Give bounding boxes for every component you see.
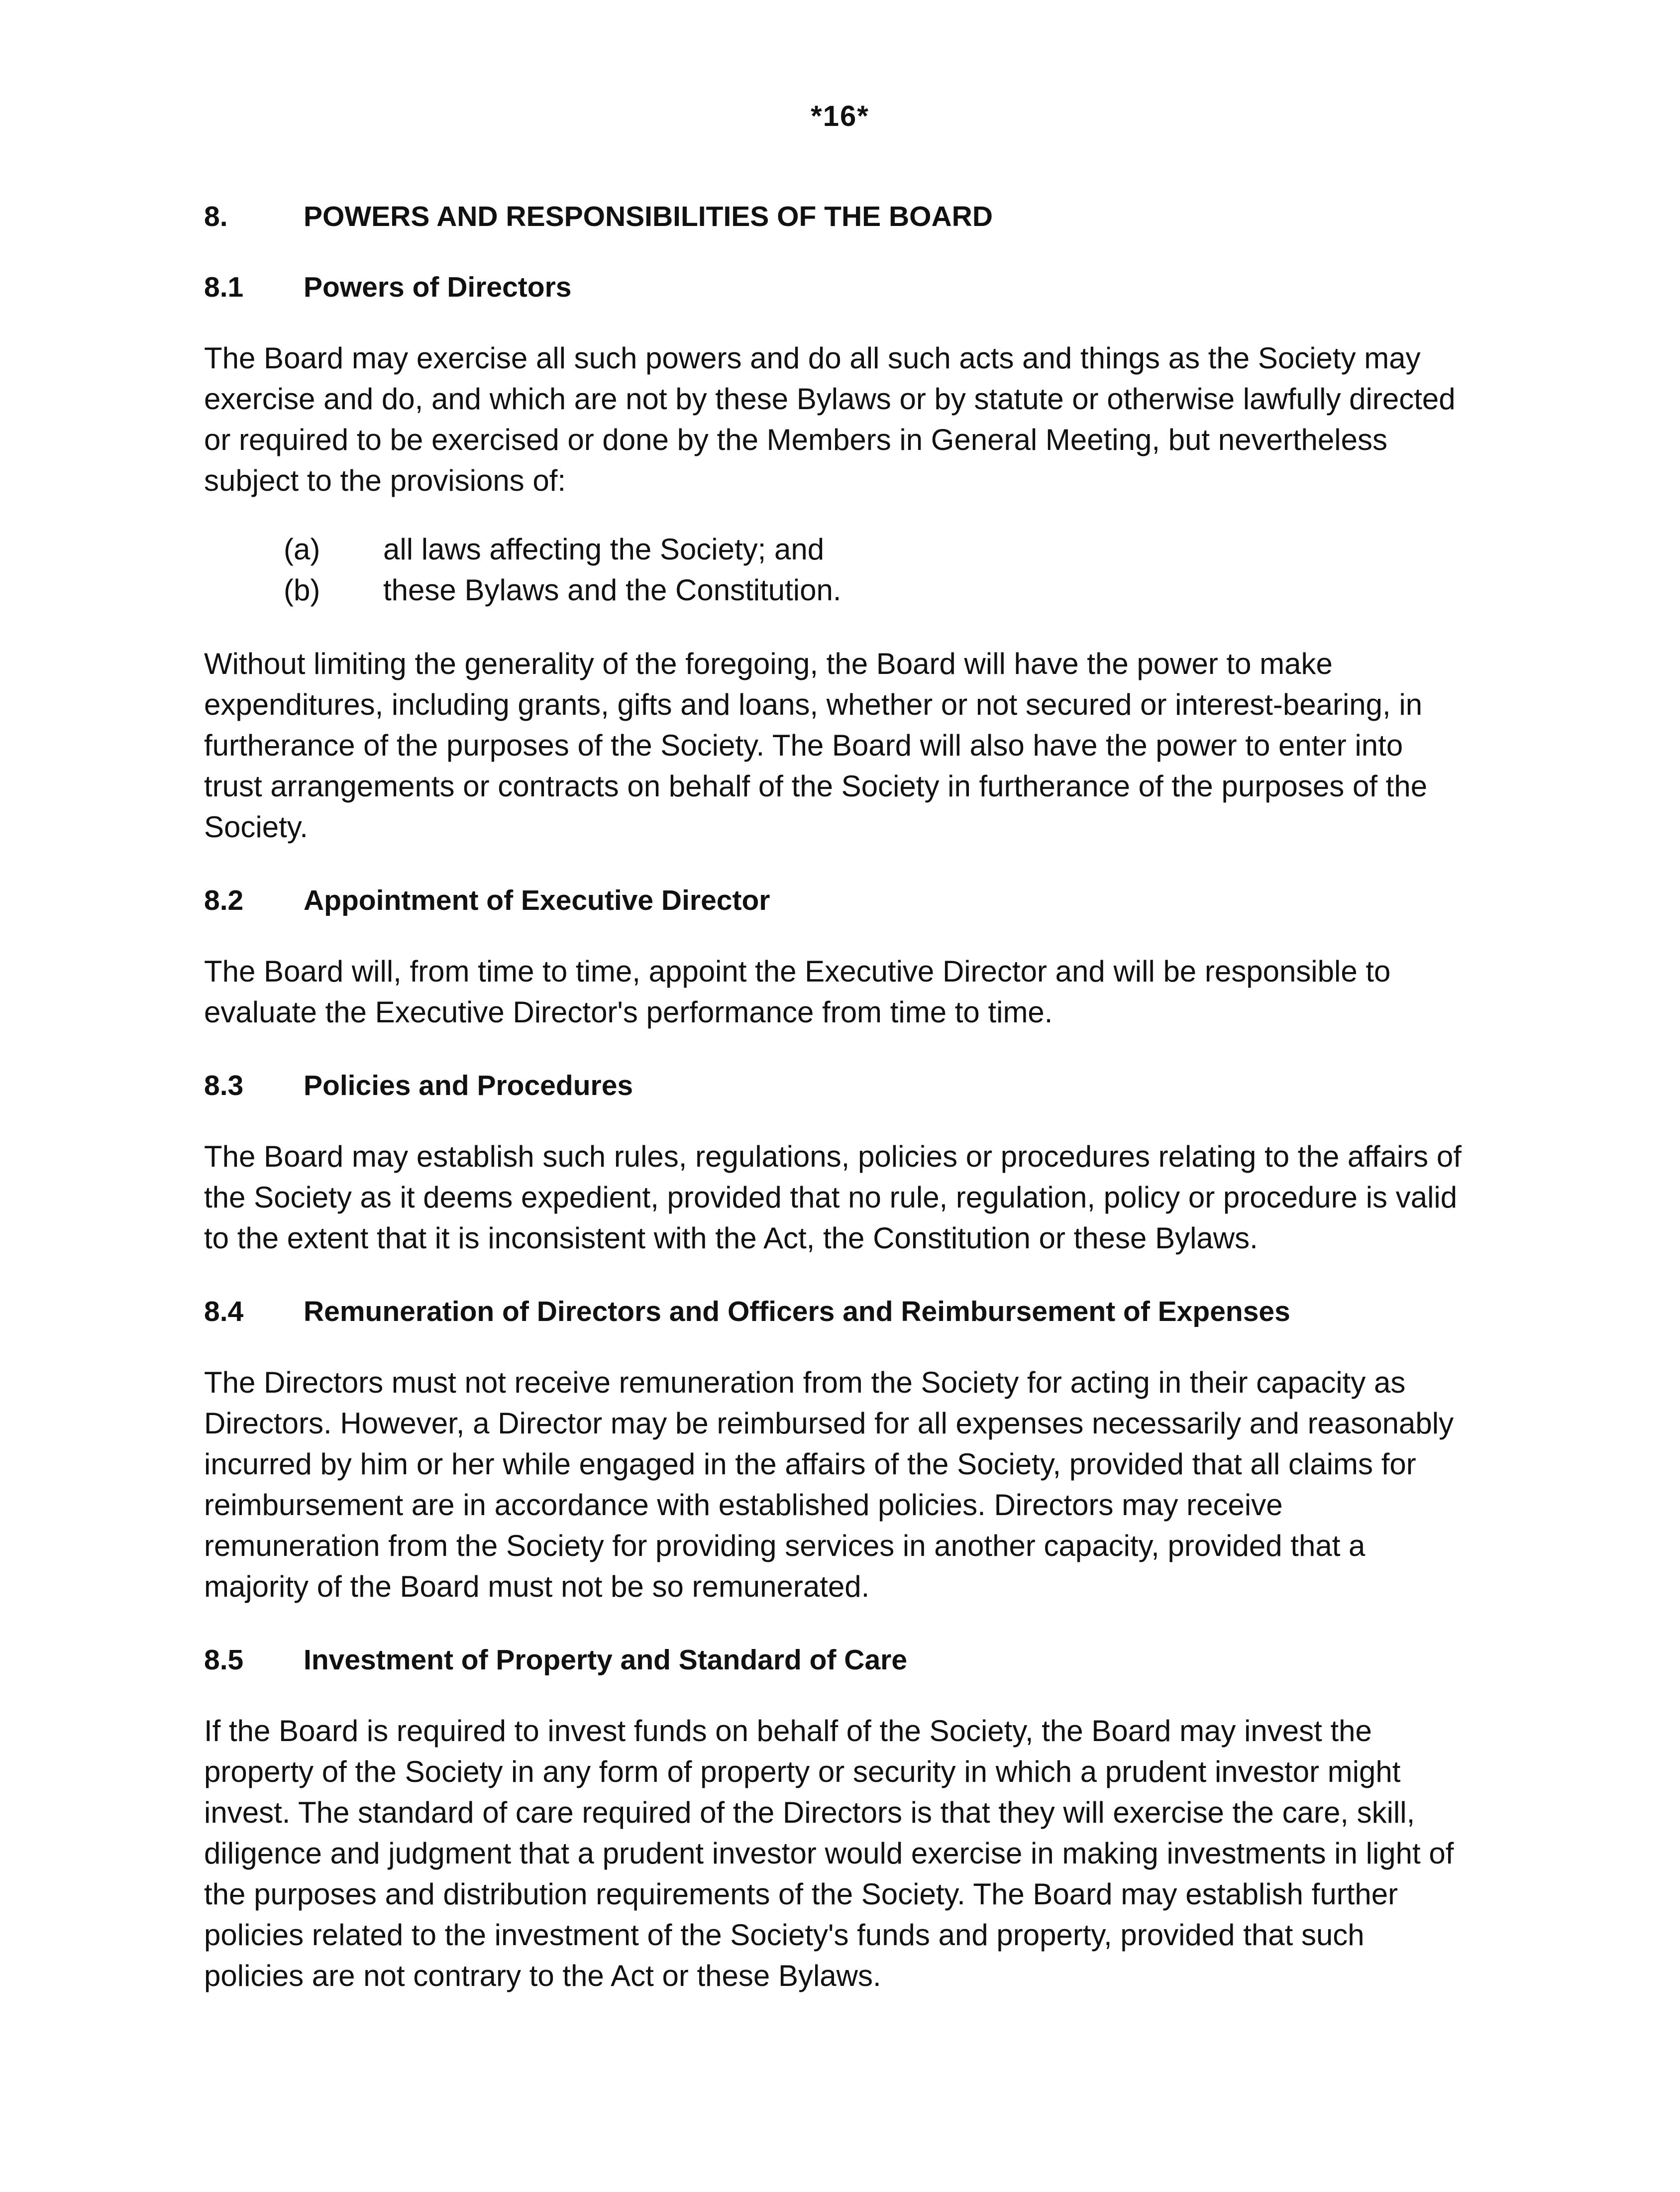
section-title: Appointment of Executive Director [304, 884, 770, 916]
provisions-list [284, 529, 1498, 611]
list-text: all laws affecting the Society; and [383, 533, 825, 566]
section-heading-8-1 [204, 267, 1498, 307]
list-text: these Bylaws and the Constitution. [383, 573, 841, 607]
section-heading-8 [204, 197, 1498, 236]
section-title: POWERS AND RESPONSIBILITIES OF THE BOARD [304, 201, 993, 232]
section-heading-8-2 [204, 880, 1498, 920]
paragraph-8-1-intro: The Board may exercise all such powers and do all such acts and things as the Society may exercise and do, and which are not by these Bylaws or by statute or otherwise lawfully directed or required to be exercised or done by the Members in General Meeting, but nevertheless subject to the provisions of: [204, 341, 1456, 497]
section-heading-8-3 [204, 1066, 1498, 1105]
section-heading-8-4 [204, 1292, 1498, 1331]
section-title: Investment of Property and Standard of Care [304, 1644, 908, 1676]
paragraph-8-4: The Directors must not receive remuneration from the Society for acting in their capacity as Directors. However, a Director may be reimbursed for all expenses necessarily and reasonably incurred by him or her while engaged in the affairs of the Society, provided that all claims for reimbursement are in accordance with established policies. Directors may receive remuneration from the Society for providing services in another capacity, provided that a majority of the Board must not be so remunerated. [204, 1366, 1454, 1603]
paragraph-8-1-powers: Without limiting the generality of the foregoing, the Board will have the power to make expenditures, including grants, gifts and loans, whether or not secured or interest-bearing, in furtherance of the purposes of the Society. The Board will also have the power to enter into trust arrangements or contracts on behalf of the Society in furtherance of the purposes of the Society. [204, 647, 1428, 844]
section-number: 8.3 [204, 1070, 244, 1101]
paragraph-8-5: If the Board is required to invest funds on behalf of the Society, the Board may invest the property of the Society in any form of property or security in which a prudent investor might invest. The standard of care required of the Directors is that they will exercise the care, skill, diligence and judgment that a prudent investor would exercise in making investments in light of the purposes and distribution requirements of the Society. The Board may establish further policies related to the investment of the Society's funds and property, provided that such policies are not contrary to the Act or these Bylaws. [204, 1714, 1454, 1992]
section-title: Policies and Procedures [304, 1070, 633, 1101]
section-number: 8.5 [204, 1644, 244, 1676]
list-marker: (a) [284, 533, 320, 566]
list-item [284, 570, 1498, 611]
document-body [204, 197, 1498, 2029]
section-number: 8. [204, 201, 228, 232]
section-title: Powers of Directors [304, 271, 572, 303]
section-number: 8.2 [204, 884, 244, 916]
section-number: 8.4 [204, 1296, 244, 1327]
page-number: *16* [811, 100, 869, 132]
paragraph-8-2: The Board will, from time to time, appoint the Executive Director and will be responsible to evaluate the Executive Director's performance from time to time. [204, 955, 1391, 1029]
list-item [284, 529, 1498, 570]
section-heading-8-5 [204, 1640, 1498, 1680]
paragraph-8-3: The Board may establish such rules, regulations, policies or procedures relating to the affairs of the Society as it deems expedient, provided that no rule, regulation, policy or procedure is valid to the extent that it is inconsistent with the Act, the Constitution or these Bylaws. [204, 1140, 1462, 1255]
section-title: Remuneration of Directors and Officers and Reimbursement of Expenses [304, 1296, 1290, 1327]
section-number: 8.1 [204, 271, 244, 303]
list-marker: (b) [284, 573, 320, 607]
